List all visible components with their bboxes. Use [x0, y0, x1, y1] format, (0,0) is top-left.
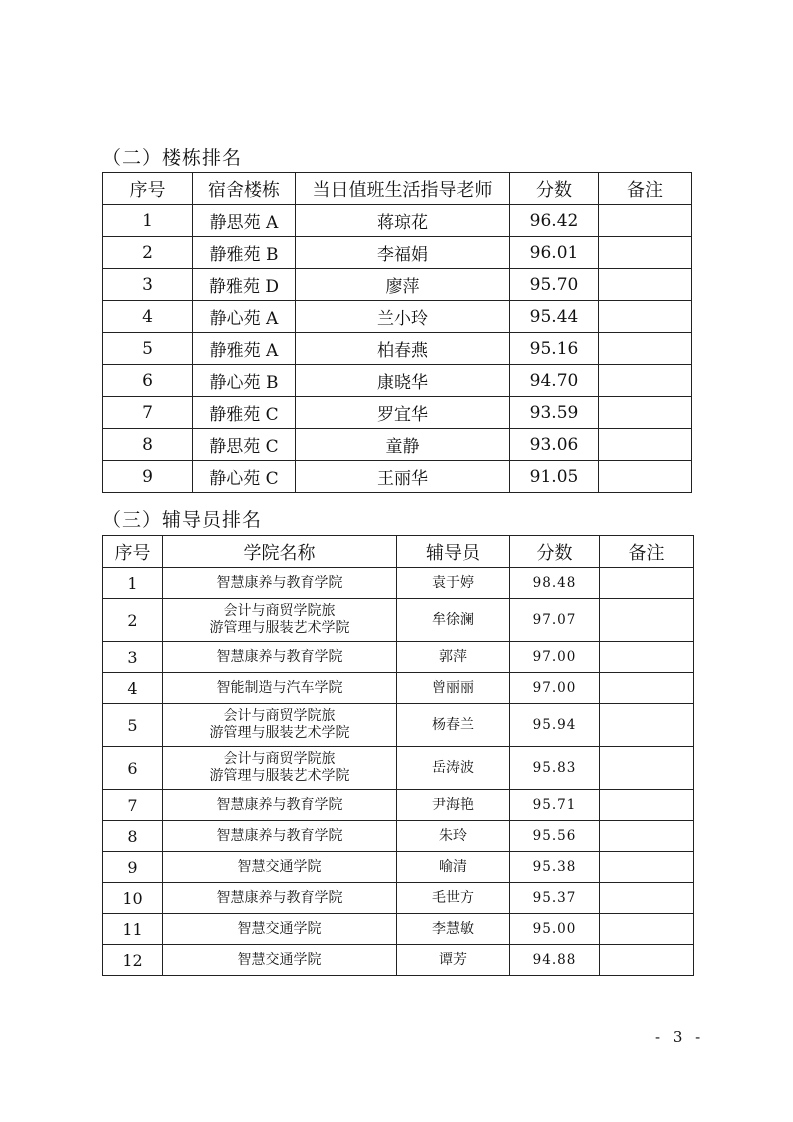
row-no: 12 — [103, 945, 163, 976]
row-no: 9 — [103, 461, 193, 493]
table-row — [103, 301, 692, 333]
row-no: 1 — [103, 568, 163, 599]
teacher-name: 柏春燕 — [296, 333, 510, 365]
table-row — [103, 945, 694, 976]
table-row — [103, 269, 692, 301]
note-cell — [600, 673, 694, 704]
score-value: 95.94 — [510, 704, 600, 747]
note-cell — [599, 205, 692, 237]
college-name-line: 智能制造与汽车学院 — [216, 679, 343, 696]
college-name-line: 智慧交通学院 — [237, 920, 322, 937]
college-name — [163, 568, 397, 599]
college-name-line: 游管理与服装艺术学院 — [209, 620, 350, 636]
building-name: 静心苑 A — [193, 301, 296, 333]
counselor-name: 杨春兰 — [397, 704, 510, 747]
college-name-line: 游管理与服装艺术学院 — [209, 768, 350, 784]
college-name-line: 智慧交通学院 — [237, 951, 322, 968]
row-no: 4 — [103, 301, 193, 333]
college-name — [163, 790, 397, 821]
table-header-row — [103, 536, 694, 568]
counselor-name: 牟徐澜 — [397, 599, 510, 642]
teacher-name: 李福娟 — [296, 237, 510, 269]
score-value: 93.06 — [510, 429, 599, 461]
building-name: 静雅苑 A — [193, 333, 296, 365]
counselor-name: 曾丽丽 — [397, 673, 510, 704]
building-name: 静雅苑 C — [193, 397, 296, 429]
teacher-name: 兰小玲 — [296, 301, 510, 333]
building-name: 静心苑 B — [193, 365, 296, 397]
table-row — [103, 883, 694, 914]
score-value: 94.88 — [510, 945, 600, 976]
note-cell — [600, 945, 694, 976]
header-counselor: 辅导员 — [397, 536, 510, 568]
table-row — [103, 673, 694, 704]
table-row — [103, 747, 694, 790]
counselor-name: 尹海艳 — [397, 790, 510, 821]
college-name — [163, 747, 397, 790]
counselor-name: 岳涛波 — [397, 747, 510, 790]
score-value: 94.70 — [510, 365, 599, 397]
note-cell — [599, 237, 692, 269]
row-no: 1 — [103, 205, 193, 237]
counselor-name: 毛世方 — [397, 883, 510, 914]
row-no: 5 — [103, 704, 163, 747]
score-value: 95.16 — [510, 333, 599, 365]
table-row — [103, 852, 694, 883]
college-name-line: 智慧康养与教育学院 — [216, 827, 343, 844]
header-building: 宿舍楼栋 — [193, 173, 296, 205]
college-name — [163, 821, 397, 852]
counselor-name: 朱玲 — [397, 821, 510, 852]
college-name-line: 会计与商贸学院旅 — [223, 603, 336, 619]
note-cell — [600, 747, 694, 790]
row-no: 4 — [103, 673, 163, 704]
row-no: 2 — [103, 599, 163, 642]
row-no: 11 — [103, 914, 163, 945]
section2-heading: （二）楼栋排名 — [102, 147, 243, 169]
table-row — [103, 237, 692, 269]
table-row — [103, 642, 694, 673]
counselor-name: 喻清 — [397, 852, 510, 883]
row-no: 7 — [103, 790, 163, 821]
score-value: 95.44 — [510, 301, 599, 333]
row-no: 8 — [103, 821, 163, 852]
section3-heading: （三）辅导员排名 — [102, 509, 263, 531]
counselor-name: 李慧敏 — [397, 914, 510, 945]
header-score: 分数 — [510, 173, 599, 205]
row-no: 6 — [103, 747, 163, 790]
table-row — [103, 790, 694, 821]
college-name — [163, 883, 397, 914]
row-no: 3 — [103, 642, 163, 673]
table-row — [103, 365, 692, 397]
score-value: 95.37 — [510, 883, 600, 914]
score-value: 95.71 — [510, 790, 600, 821]
note-cell — [600, 914, 694, 945]
note-cell — [600, 642, 694, 673]
score-value: 95.38 — [510, 852, 600, 883]
note-cell — [600, 599, 694, 642]
college-name-line: 智慧康养与教育学院 — [216, 796, 343, 813]
college-name — [163, 642, 397, 673]
note-cell — [600, 790, 694, 821]
note-cell — [599, 269, 692, 301]
score-value: 97.07 — [510, 599, 600, 642]
table-row — [103, 704, 694, 747]
note-cell — [600, 883, 694, 914]
header-no: 序号 — [103, 536, 163, 568]
score-value: 91.05 — [510, 461, 599, 493]
score-value: 97.00 — [510, 642, 600, 673]
teacher-name: 蒋琼花 — [296, 205, 510, 237]
counselor-name: 谭芳 — [397, 945, 510, 976]
building-ranking-table — [102, 172, 692, 493]
row-no: 5 — [103, 333, 193, 365]
table-row — [103, 914, 694, 945]
note-cell — [599, 365, 692, 397]
row-no: 10 — [103, 883, 163, 914]
table-row — [103, 429, 692, 461]
counselor-ranking-table — [102, 535, 694, 976]
table-row — [103, 568, 694, 599]
table-row — [103, 461, 692, 493]
building-name: 静雅苑 B — [193, 237, 296, 269]
row-no: 2 — [103, 237, 193, 269]
building-name: 静雅苑 D — [193, 269, 296, 301]
teacher-name: 罗宜华 — [296, 397, 510, 429]
college-name-line: 会计与商贸学院旅 — [223, 751, 336, 767]
table-row — [103, 397, 692, 429]
header-college: 学院名称 — [163, 536, 397, 568]
score-value: 95.56 — [510, 821, 600, 852]
score-value: 95.00 — [510, 914, 600, 945]
note-cell — [599, 397, 692, 429]
note-cell — [600, 568, 694, 599]
row-no: 7 — [103, 397, 193, 429]
note-cell — [599, 301, 692, 333]
college-name-line: 智慧康养与教育学院 — [216, 574, 343, 591]
score-value: 96.01 — [510, 237, 599, 269]
college-name — [163, 599, 397, 642]
row-no: 3 — [103, 269, 193, 301]
college-name — [163, 914, 397, 945]
building-name: 静思苑 A — [193, 205, 296, 237]
counselor-name: 郭萍 — [397, 642, 510, 673]
score-value: 95.83 — [510, 747, 600, 790]
header-score: 分数 — [510, 536, 600, 568]
college-name-line: 智慧康养与教育学院 — [216, 889, 343, 906]
row-no: 8 — [103, 429, 193, 461]
row-no: 9 — [103, 852, 163, 883]
college-name — [163, 704, 397, 747]
note-cell — [600, 821, 694, 852]
score-value: 98.48 — [510, 568, 600, 599]
table-header-row — [103, 173, 692, 205]
counselor-name: 袁于婷 — [397, 568, 510, 599]
header-teacher: 当日值班生活指导老师 — [296, 173, 510, 205]
teacher-name: 王丽华 — [296, 461, 510, 493]
college-name-line: 智慧康养与教育学院 — [216, 648, 343, 665]
teacher-name: 康晓华 — [296, 365, 510, 397]
header-note: 备注 — [599, 173, 692, 205]
page-number: - 3 - — [655, 1028, 705, 1046]
college-name-line: 智慧交通学院 — [237, 858, 322, 875]
note-cell — [599, 461, 692, 493]
building-name: 静心苑 C — [193, 461, 296, 493]
score-value: 95.70 — [510, 269, 599, 301]
table-row — [103, 333, 692, 365]
teacher-name: 童静 — [296, 429, 510, 461]
note-cell — [600, 852, 694, 883]
note-cell — [599, 333, 692, 365]
college-name-line: 会计与商贸学院旅 — [223, 708, 336, 724]
college-name — [163, 852, 397, 883]
college-name-line: 游管理与服装艺术学院 — [209, 725, 350, 741]
table-row — [103, 205, 692, 237]
teacher-name: 廖萍 — [296, 269, 510, 301]
note-cell — [599, 429, 692, 461]
college-name — [163, 945, 397, 976]
score-value: 93.59 — [510, 397, 599, 429]
table-row — [103, 821, 694, 852]
score-value: 97.00 — [510, 673, 600, 704]
header-note: 备注 — [600, 536, 694, 568]
row-no: 6 — [103, 365, 193, 397]
table-row — [103, 599, 694, 642]
header-no: 序号 — [103, 173, 193, 205]
building-name: 静思苑 C — [193, 429, 296, 461]
note-cell — [600, 704, 694, 747]
college-name — [163, 673, 397, 704]
score-value: 96.42 — [510, 205, 599, 237]
